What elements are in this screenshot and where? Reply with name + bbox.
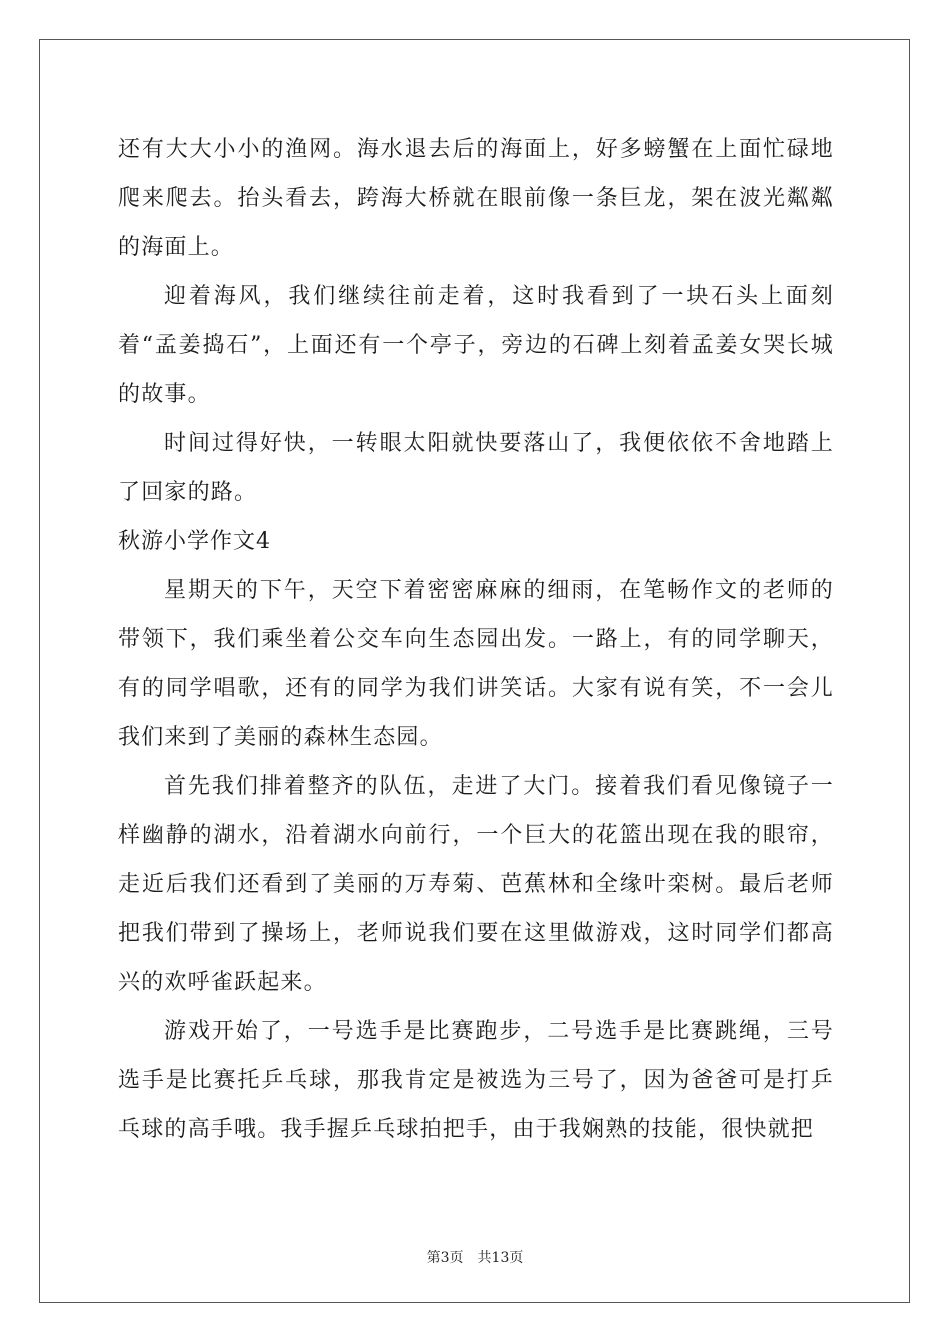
section-title: 秋游小学作文4	[118, 529, 271, 554]
page-footer	[0, 1247, 950, 1267]
paragraph: 游戏开始了，一号选手是比赛跑步，二号选手是比赛跳绳，三号选手是比赛托乒乓球，那我肯定是被选为三号了，因为爸爸可是打乒乓球的高手哦。我手握乒乓球拍把手，由于我娴熟的技能，很快就把	[118, 1019, 834, 1142]
document-body	[118, 125, 834, 1154]
paragraph: 还有大大小小的渔网。海水退去后的海面上，好多螃蟹在上面忙碌地爬来爬去。抬头看去，跨海大桥就在眼前像一条巨龙，架在波光粼粼的海面上。	[118, 137, 834, 260]
paragraph: 迎着海风，我们继续往前走着，这时我看到了一块石头上面刻着“孟姜捣石”，上面还有一个亭子，旁边的石碑上刻着孟姜女哭长城的故事。	[118, 284, 834, 407]
paragraph: 时间过得好快，一转眼太阳就快要落山了，我便依依不舍地踏上了回家的路。	[118, 431, 834, 505]
page-number: 第3页	[426, 1250, 464, 1266]
page-total: 共13页	[477, 1250, 524, 1266]
paragraph: 首先我们排着整齐的队伍，走进了大门。接着我们看见像镜子一样幽静的湖水，沿着湖水向前行，一个巨大的花篮出现在我的眼帘，走近后我们还看到了美丽的万寿菊、芭蕉林和全缘叶栾树。最后老师把我们带到了操场上，老师说我们要在这里做游戏，这时同学们都高兴的欢呼雀跃起来。	[118, 774, 834, 995]
paragraph: 星期天的下午，天空下着密密麻麻的细雨，在笔畅作文的老师的带领下，我们乘坐着公交车向生态园出发。一路上，有的同学聊天，有的同学唱歌，还有的同学为我们讲笑话。大家有说有笑，不一会儿我们来到了美丽的森林生态园。	[118, 578, 834, 750]
